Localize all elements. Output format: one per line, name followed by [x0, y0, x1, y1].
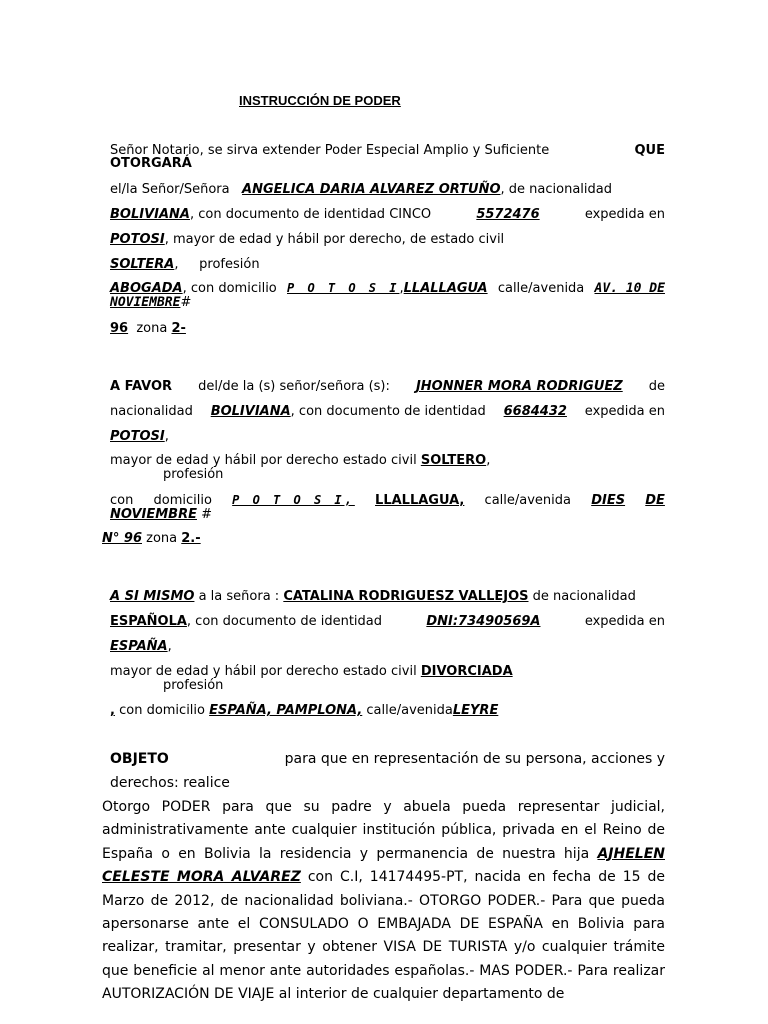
grantor-address-city: P O T O S I	[287, 281, 400, 295]
beneficiary-address-town: LLALLAGUA,	[375, 493, 465, 508]
grantor-number: 96	[110, 321, 129, 336]
also-address: ESPAÑA, PAMPLONA,	[209, 703, 363, 718]
grantor-label: el/la Señor/Señora	[110, 182, 230, 197]
body-paragraph	[102, 796, 665, 1007]
grantor-city: POTOSI	[110, 232, 165, 247]
beneficiary-nationality-label: nacionalidad	[110, 404, 193, 419]
beneficiary-hash: #	[201, 507, 213, 522]
grantor-line	[110, 182, 665, 197]
beneficiary-id-line	[110, 404, 665, 419]
objeto-label: OBJETO	[110, 751, 169, 767]
beneficiary-name: JHONNER MORA RODRIGUEZ	[415, 379, 623, 394]
beneficiary-city-comma: ,	[164, 429, 169, 444]
also-name: CATALINA RODRIGUESZ VALLEJOS	[283, 589, 529, 604]
grantor-civil-status: SOLTERA	[110, 257, 175, 272]
grantor-avenue: AV. 10 DE	[594, 281, 665, 296]
beneficiary-ci: 6684432	[503, 404, 567, 419]
beneficiary-de: de	[648, 379, 665, 394]
also-id-line	[110, 614, 665, 629]
beneficiary-doc-label: , con documento de identidad	[290, 404, 486, 419]
also-address-label: con domicilio	[119, 703, 205, 718]
grantor-zone-line	[110, 321, 665, 336]
grantor-address-line	[110, 281, 665, 296]
grantor-avenue-cont: NOVIEMBRE	[110, 295, 181, 310]
document-title: INSTRUCCIÓN DE PODER	[239, 93, 401, 108]
also-senora: a la señora :	[198, 589, 280, 604]
also-doc-label: , con documento de identidad	[186, 614, 382, 629]
also-dot: ,	[110, 703, 115, 718]
grantor-nationality: BOLIVIANA	[110, 207, 190, 222]
grantor-address-town: LLALLAGUA	[403, 281, 488, 296]
grantor-issued: expedida en	[584, 207, 665, 222]
objeto-line2: derechos: realice	[110, 775, 230, 791]
also-nationality: ESPAÑOLA	[110, 614, 187, 629]
beneficiary-age-text: mayor de edad y hábil por derecho estado civil	[110, 453, 417, 468]
body-text-a: Otorgo PODER para que su padre y abuela pueda representar judicial, administrativamente ante cualquier institución pública, privada en el Reino de España o en Bolivia la residencia y permanencia de nuestra hija	[102, 799, 665, 862]
grantor-profession: ABOGADA	[110, 281, 183, 296]
beneficiary-zone: 2.-	[181, 531, 201, 546]
grantor-zone-label: zona	[136, 321, 168, 336]
beneficiary-number: N° 96	[102, 531, 142, 546]
also-street-label: calle/avenida	[366, 703, 453, 718]
beneficiary-domicilio: domicilio	[153, 493, 212, 508]
beneficiary-civil-line: mayor de edad y hábil por derecho estado civil SOLTERO,	[110, 453, 491, 468]
child-name: AJHELEN CELESTE MORA ALVAREZ	[102, 845, 665, 886]
beneficiary-civil-status: SOLTERO	[420, 453, 487, 468]
beneficiary-street-noviembre: NOVIEMBRE	[110, 507, 197, 522]
grantor-street-label: calle/avenida	[497, 281, 585, 296]
beneficiary-street-dies: DIES	[591, 493, 626, 508]
also-line	[110, 589, 665, 604]
beneficiary-street-de: DE	[645, 493, 665, 508]
grantor-profession-label: , profesión	[174, 257, 260, 272]
also-civil-line	[110, 664, 665, 679]
also-issued: expedida en	[584, 614, 665, 629]
beneficiary-city: POTOSI	[110, 429, 165, 444]
beneficiary-issued: expedida en	[584, 404, 665, 419]
also-country: ESPAÑA	[110, 639, 168, 654]
grantor-name: ANGELICA DARIA ALVAREZ ORTUÑO	[242, 182, 501, 197]
also-country-comma: ,	[167, 639, 172, 654]
also-country-line	[110, 639, 665, 654]
favor-text: del/de la (s) señor/señora (s):	[198, 379, 390, 394]
objeto-line	[110, 752, 665, 767]
also-age-text: mayor de edad y hábil por derecho estado civil	[110, 664, 417, 679]
also-nationality-label: de nacionalidad	[532, 589, 636, 604]
grantor-id-line	[110, 207, 665, 222]
body-text-b: con C.I, 14174495-PT, nacida en fecha de 15 de Marzo de 2012, de nacionalidad boliviana.- OTORGO PODER.- Para que pueda apersonarse ante el CONSULADO O EMBAJADA DE ESPAÑA en Bolivia para realizar, tramitar, presentar y obtener VISA DE TURISTA y/o cualquier trámite que beneficie al menor ante autoridades españolas.- MAS PODER.- Para realizar AUTORIZACIÓN DE VIAJE al interior de cualquier departamento de	[102, 869, 666, 1003]
also-street: LEYRE	[452, 703, 499, 718]
beneficiary-street-line2	[110, 507, 665, 522]
beneficiary-nationality: BOLIVIANA	[210, 404, 291, 419]
also-label: A SI MISMO	[110, 589, 195, 604]
favor-line	[110, 379, 665, 394]
beneficiary-city-line	[110, 429, 665, 444]
also-address-line	[110, 703, 665, 718]
intro-otorgara: OTORGARÁ	[110, 156, 192, 171]
beneficiary-street-label: calle/avenida	[484, 493, 571, 508]
beneficiary-con: con	[110, 493, 134, 508]
grantor-hash: #	[180, 295, 192, 310]
beneficiary-address-line	[110, 493, 665, 508]
beneficiary-profession-label: profesión	[163, 467, 224, 482]
beneficiary-zone-line	[102, 531, 657, 546]
objeto-text: para que en representación de su persona, acciones y	[284, 751, 665, 767]
grantor-address-comma: ,	[399, 281, 404, 296]
beneficiary-address-city: P O T O S I,	[232, 493, 355, 507]
grantor-city-line	[110, 232, 665, 247]
intro-que: QUE	[634, 143, 665, 158]
grantor-zone: 2-	[171, 321, 186, 336]
grantor-ci: 5572476	[476, 207, 540, 222]
grantor-nationality-label: , de nacionalidad	[500, 182, 612, 197]
also-dni: DNI:73490569A	[426, 614, 541, 629]
grantor-address-label: , con domicilio	[182, 281, 277, 296]
grantor-age-text: , mayor de edad y hábil por derecho, de estado civil	[164, 232, 505, 247]
beneficiary-zone-label: zona	[146, 531, 178, 546]
grantor-civil-line	[110, 257, 665, 272]
favor-label: A FAVOR	[110, 379, 173, 394]
intro-text: Señor Notario, se sirva extender Poder Especial Amplio y Suficiente	[110, 143, 550, 158]
also-profession-label: profesión	[163, 678, 224, 693]
also-civil-status: DIVORCIADA	[420, 664, 513, 679]
grantor-doc-label: , con documento de identidad CINCO	[189, 207, 432, 222]
grantor-avenue-line2	[110, 295, 665, 310]
